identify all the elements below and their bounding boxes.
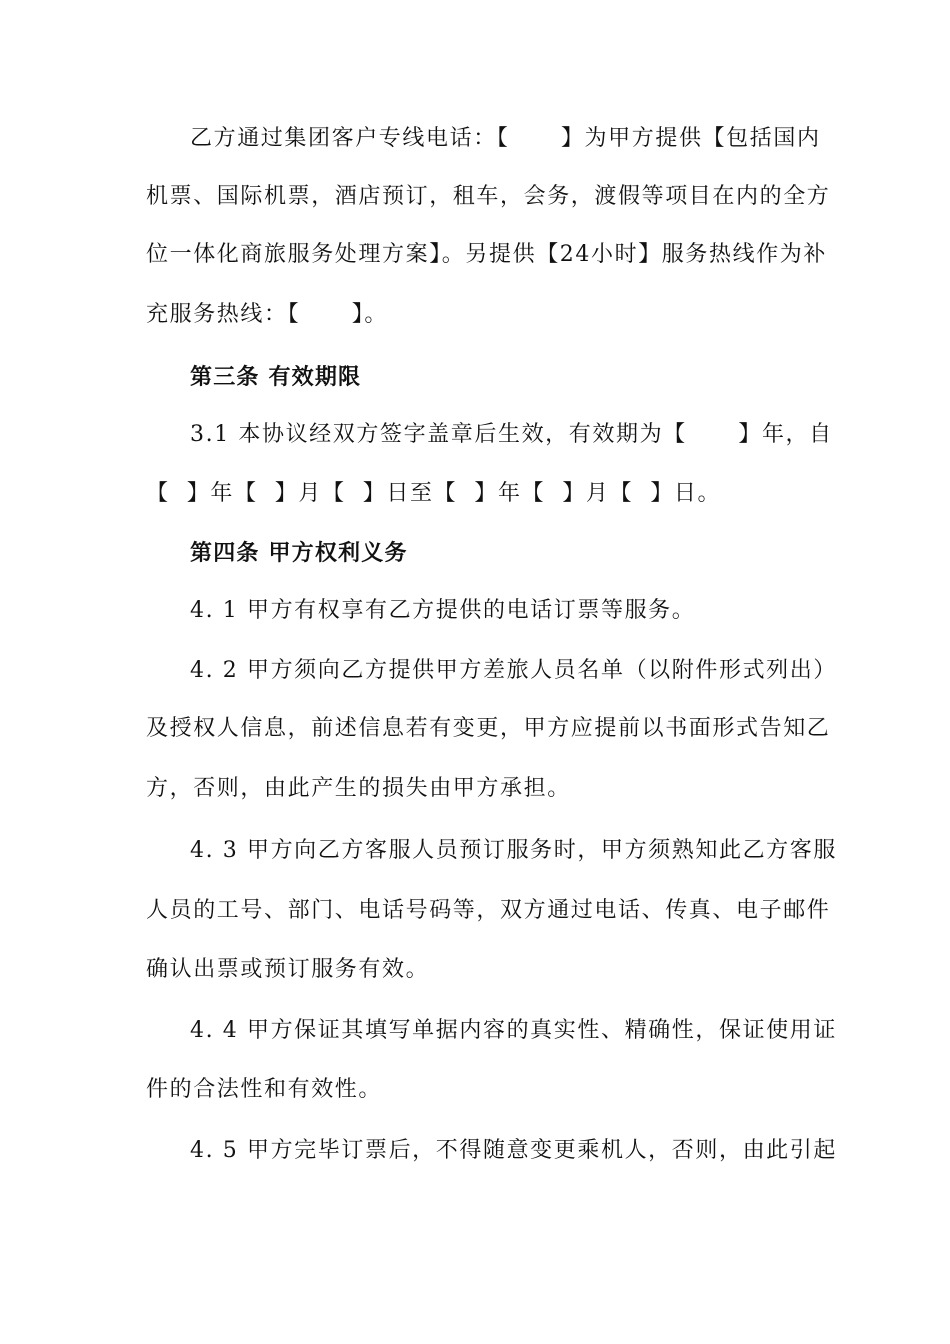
paragraph-line: 及授权人信息，前述信息若有变更，甲方应提前以书面形式告知乙 xyxy=(146,716,831,741)
paragraph-line: 乙方通过集团客户专线电话：【 】为甲方提供【包括国内 xyxy=(190,126,821,151)
paragraph-line: 方，否则，由此产生的损失由甲方承担。 xyxy=(146,776,571,801)
paragraph-line: 4. 4 甲方保证其填写单据内容的真实性、精确性，保证使用证 xyxy=(190,1018,837,1043)
paragraph-line: 4. 1 甲方有权享有乙方提供的电话订票等服务。 xyxy=(190,598,696,623)
paragraph-line: 充服务热线：【 】。 xyxy=(146,302,388,327)
paragraph-line: 3.1 本协议经双方签字盖章后生效，有效期为【 】年，自 xyxy=(190,422,833,447)
paragraph-line: 确认出票或预订服务有效。 xyxy=(146,957,430,982)
paragraph-line: 位一体化商旅服务处理方案】。另提供【24小时】服务热线作为补 xyxy=(146,242,827,267)
paragraph-line: 4. 2 甲方须向乙方提供甲方差旅人员名单（以附件形式列出） xyxy=(190,658,837,683)
paragraph-line: 件的合法性和有效性。 xyxy=(146,1077,383,1102)
paragraph-line: 【 】年【 】月【 】日至【 】年【 】月【 】日。 xyxy=(146,481,722,506)
section-heading: 第三条 有效期限 xyxy=(190,364,362,390)
paragraph-line: 4. 3 甲方向乙方客服人员预订服务时，甲方须熟知此乙方客服 xyxy=(190,838,837,863)
paragraph-line: 4. 5 甲方完毕订票后，不得随意变更乘机人，否则，由此引起 xyxy=(190,1138,837,1163)
paragraph-line: 人员的工号、部门、电话号码等，双方通过电话、传真、电子邮件 xyxy=(146,898,831,923)
paragraph-line: 机票、国际机票，酒店预订，租车，会务，渡假等项目在内的全方 xyxy=(146,184,831,209)
section-heading: 第四条 甲方权利义务 xyxy=(190,540,408,566)
